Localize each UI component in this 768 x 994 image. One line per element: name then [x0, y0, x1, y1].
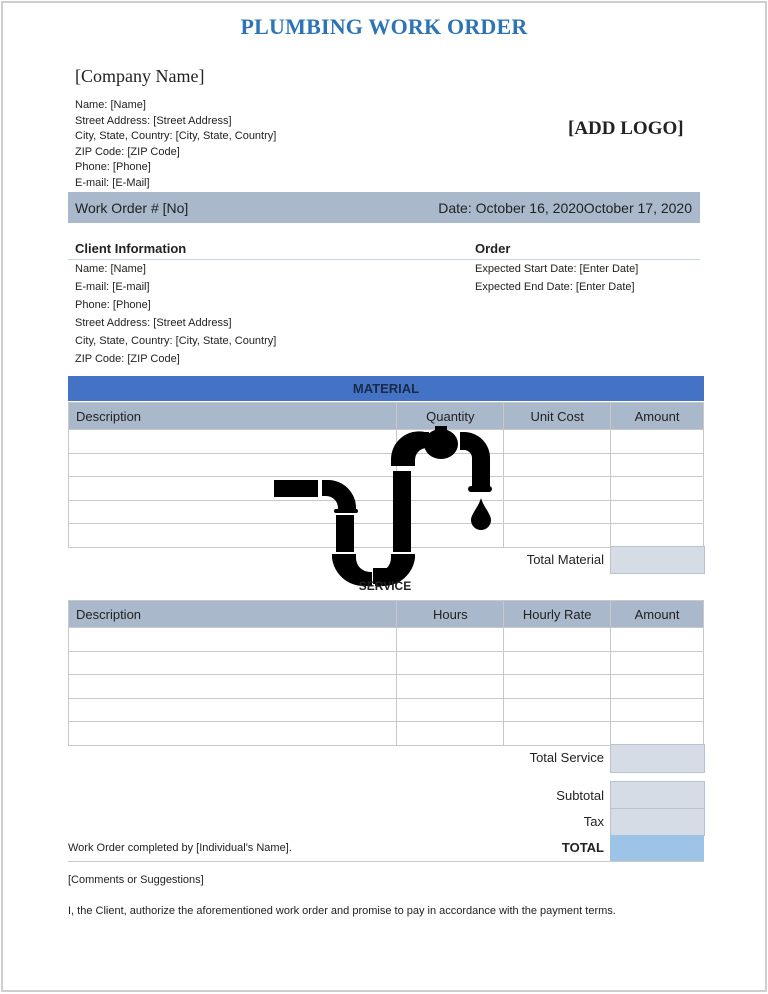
client-information-fields [75, 260, 276, 368]
work-order-bar [68, 192, 700, 223]
service-cell[interactable] [69, 722, 397, 746]
logo-placeholder[interactable]: [ADD LOGO] [568, 118, 684, 139]
service-cell[interactable] [397, 651, 504, 675]
order-heading: Order [475, 241, 511, 256]
service-cell[interactable] [504, 722, 611, 746]
material-cell[interactable] [504, 430, 611, 454]
authorization-text: I, the Client, authorize the aforementioned work order and promise to pay in accordance with the payment terms. [68, 905, 616, 917]
expected-end-date-field[interactable]: Expected End Date: [Enter Date] [475, 281, 635, 293]
service-cell[interactable] [69, 651, 397, 675]
service-cell[interactable] [611, 722, 704, 746]
company-name-field[interactable]: Name: [Name] [75, 99, 146, 111]
total-service-value[interactable] [610, 744, 705, 773]
service-table [68, 600, 704, 746]
service-cell[interactable] [504, 628, 611, 652]
material-col-amount: Amount [611, 403, 704, 430]
material-cell[interactable] [611, 477, 704, 501]
subtotal-value[interactable] [610, 781, 705, 809]
material-col-quantity: Quantity [397, 403, 504, 430]
table-row [69, 628, 704, 652]
company-zip-field[interactable]: ZIP Code: [ZIP Code] [75, 145, 180, 158]
order-fields [475, 260, 638, 296]
company-details [75, 98, 276, 192]
service-cell[interactable] [611, 698, 704, 722]
material-cell[interactable] [611, 524, 704, 548]
material-banner: MATERIAL [68, 376, 704, 401]
client-phone-field[interactable]: Phone: [Phone] [75, 299, 151, 311]
client-city-field[interactable]: City, State, Country: [City, State, Country] [75, 335, 277, 347]
comments-field[interactable]: [Comments or Suggestions] [68, 874, 204, 886]
client-email-field[interactable]: E-mail: [E-mail] [75, 281, 150, 293]
company-street-field[interactable]: Street Address: [Street Address] [75, 114, 232, 127]
material-cell[interactable] [504, 500, 611, 524]
service-cell[interactable] [611, 628, 704, 652]
plumbing-pipe-icon [270, 426, 502, 586]
service-cell[interactable] [504, 698, 611, 722]
total-service-label: Total Service [529, 750, 604, 765]
service-cell[interactable] [611, 675, 704, 699]
material-col-description: Description [69, 403, 397, 430]
company-name[interactable]: [Company Name] [75, 66, 205, 86]
table-row [69, 698, 704, 722]
client-information-heading: Client Information [75, 241, 187, 256]
service-cell[interactable] [397, 722, 504, 746]
service-col-hours: Hours [397, 601, 504, 628]
service-cell[interactable] [69, 698, 397, 722]
service-cell[interactable] [69, 675, 397, 699]
expected-start-date-field[interactable]: Expected Start Date: [Enter Date] [475, 263, 639, 275]
service-cell[interactable] [397, 698, 504, 722]
client-street-field[interactable]: Street Address: [Street Address] [75, 317, 232, 329]
service-cell[interactable] [611, 651, 704, 675]
company-city-field[interactable]: City, State, Country: [City, State, Country] [75, 130, 277, 143]
company-phone-field[interactable]: Phone: [Phone] [75, 161, 151, 174]
service-cell[interactable] [69, 628, 397, 652]
service-header-row [69, 601, 704, 628]
material-cell[interactable] [504, 524, 611, 548]
tax-value[interactable] [610, 808, 705, 836]
material-cell[interactable] [611, 430, 704, 454]
work-order-date[interactable]: Date: October 16, 2020October 17, 2020 [438, 200, 692, 216]
client-zip-field[interactable]: ZIP Code: [ZIP Code] [75, 353, 180, 365]
table-row [69, 651, 704, 675]
service-cell[interactable] [397, 675, 504, 699]
total-value[interactable] [610, 835, 704, 861]
total-label: TOTAL [561, 840, 604, 855]
material-cell[interactable] [504, 453, 611, 477]
document-title: PLUMBING WORK ORDER [240, 14, 528, 39]
service-banner: SERVICE [358, 579, 412, 593]
total-material-label: Total Material [526, 552, 604, 567]
service-cell[interactable] [504, 675, 611, 699]
material-cell[interactable] [611, 453, 704, 477]
footer-divider [68, 861, 704, 862]
material-cell[interactable] [611, 500, 704, 524]
table-row [69, 722, 704, 746]
subtotal-label: Subtotal [556, 788, 604, 803]
service-col-description: Description [69, 601, 397, 628]
work-order-number[interactable]: Work Order # [No] [75, 200, 189, 216]
service-cell[interactable] [397, 628, 504, 652]
service-col-hourly-rate: Hourly Rate [504, 601, 611, 628]
table-row [69, 675, 704, 699]
company-email-field[interactable]: E-mail: [E-Mail] [75, 176, 150, 189]
material-cell[interactable] [504, 477, 611, 501]
service-cell[interactable] [504, 651, 611, 675]
tax-label: Tax [583, 814, 604, 829]
material-col-unit-cost: Unit Cost [504, 403, 611, 430]
completed-by-text[interactable]: Work Order completed by [Individual's Name]. [68, 842, 292, 854]
service-col-amount: Amount [611, 601, 704, 628]
client-name-field[interactable]: Name: [Name] [75, 263, 146, 275]
total-material-value[interactable] [610, 546, 705, 574]
